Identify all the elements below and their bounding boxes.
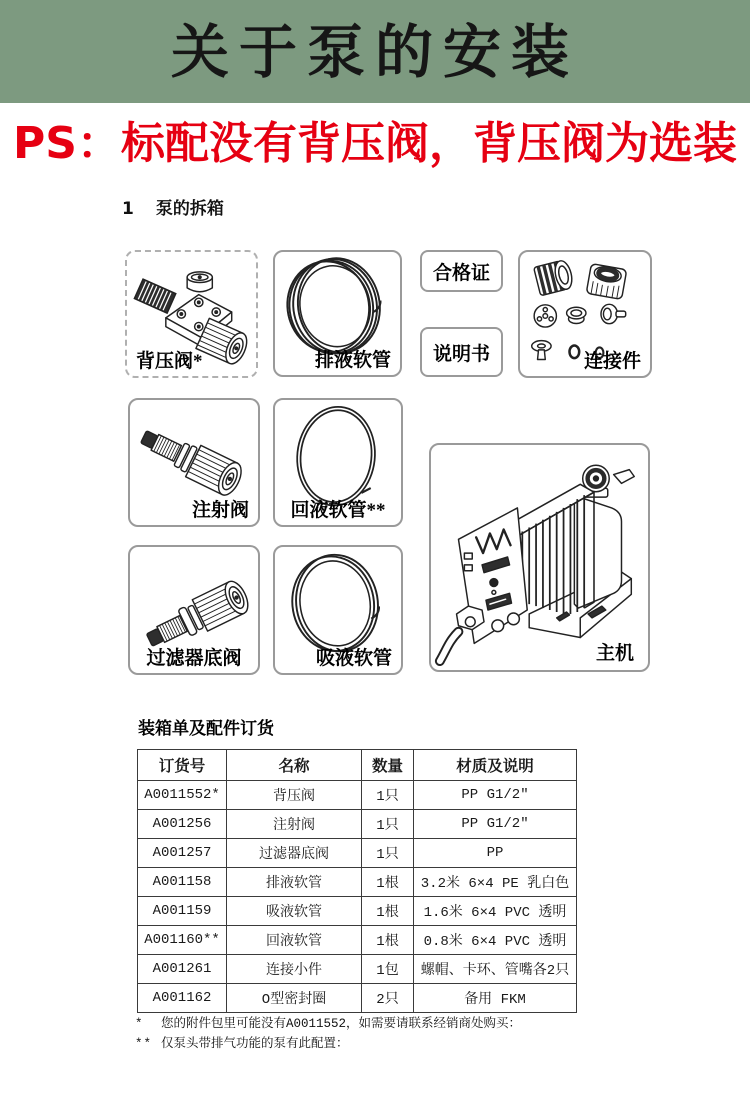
packing-list-table <box>137 749 577 1013</box>
manual-label: 说明书 <box>432 343 490 365</box>
part-label: 吸液软管 <box>315 648 392 670</box>
table-row <box>138 897 577 926</box>
notice-text: PS：标配没有背压阀，背压阀为选装 <box>13 118 737 169</box>
footnotes <box>135 1014 605 1054</box>
table-cell: PP G1/2″ <box>414 781 577 810</box>
page-title: 关于泵的安装 <box>170 17 579 86</box>
table-cell: A001256 <box>138 810 227 839</box>
footnote-2-marker: ** <box>135 1037 153 1051</box>
table-row <box>138 839 577 868</box>
manual-box <box>420 327 503 377</box>
table-row <box>138 810 577 839</box>
table-cell: PP G1/2″ <box>414 810 577 839</box>
part-box-drain-hose <box>273 250 402 377</box>
table-cell: 连接小件 <box>227 955 362 984</box>
packing-list-title: 装箱单及配件订货 <box>138 719 274 738</box>
table-cell: 0.8米 6×4 PVC 透明 <box>414 926 577 955</box>
col-header-order-no: 订货号 <box>138 750 227 781</box>
table-row <box>138 926 577 955</box>
table-cell: 1包 <box>362 955 414 984</box>
table-cell: A0011552* <box>138 781 227 810</box>
table-cell: A001159 <box>138 897 227 926</box>
table-cell: 回液软管 <box>227 926 362 955</box>
table-cell: A001162 <box>138 984 227 1013</box>
part-label: 背压阀* <box>136 351 203 373</box>
table-cell: A001257 <box>138 839 227 868</box>
col-header-qty: 数量 <box>362 750 414 781</box>
table-cell: O型密封圈 <box>227 984 362 1013</box>
table-cell: A001158 <box>138 868 227 897</box>
footnote-1 <box>135 1014 605 1034</box>
table-cell: A001160** <box>138 926 227 955</box>
table-cell: 排液软管 <box>227 868 362 897</box>
table-row <box>138 868 577 897</box>
part-label: 过滤器底阀 <box>146 648 242 670</box>
main-unit-illustration <box>431 445 648 670</box>
part-label: 回液软管** <box>290 500 386 522</box>
certificate-label: 合格证 <box>432 262 490 284</box>
part-box-return-hose <box>273 398 403 527</box>
part-box-back-pressure-valve <box>125 250 258 378</box>
footnote-1-text: 您的附件包里可能没有A0011552，如需要请联系经销商处购买： <box>161 1017 522 1031</box>
part-label: 连接件 <box>583 351 641 373</box>
table-cell: 背压阀 <box>227 781 362 810</box>
table-cell: 3.2米 6×4 PE 乳白色 <box>414 868 577 897</box>
part-box-suction-hose <box>273 545 403 675</box>
table-cell: 1根 <box>362 897 414 926</box>
table-cell: 螺帽、卡环、管嘴各2只 <box>414 955 577 984</box>
table-cell: 吸液软管 <box>227 897 362 926</box>
table-header-row <box>138 750 577 781</box>
footnote-1-marker: * <box>135 1017 144 1031</box>
section-title: 泵的拆箱 <box>155 199 224 219</box>
part-box-filter-foot-valve <box>128 545 260 675</box>
table-cell: 1根 <box>362 926 414 955</box>
certificate-box <box>420 250 503 292</box>
part-box-injection-valve <box>128 398 260 527</box>
table-cell: 注射阀 <box>227 810 362 839</box>
footnote-2 <box>135 1034 605 1054</box>
table-cell: 1只 <box>362 839 414 868</box>
table-cell: 1只 <box>362 781 414 810</box>
part-label: 主机 <box>595 643 634 665</box>
table-cell: 1.6米 6×4 PVC 透明 <box>414 897 577 926</box>
table-cell: 1只 <box>362 810 414 839</box>
col-header-name: 名称 <box>227 750 362 781</box>
table-cell: 过滤器底阀 <box>227 839 362 868</box>
table-cell: 备用 FKM <box>414 984 577 1013</box>
table-cell: 2只 <box>362 984 414 1013</box>
section-number: 1 <box>122 199 134 219</box>
section-heading <box>122 194 224 219</box>
table-row <box>138 955 577 984</box>
title-banner <box>0 0 750 103</box>
table-cell: PP <box>414 839 577 868</box>
part-box-main-unit <box>429 443 650 672</box>
footnote-2-text: 仅泵头带排气功能的泵有此配置： <box>161 1037 349 1051</box>
part-label: 排液软管 <box>314 350 391 372</box>
part-box-connectors <box>518 250 652 378</box>
part-label: 注射阀 <box>191 500 249 522</box>
table-row <box>138 781 577 810</box>
table-row <box>138 984 577 1013</box>
col-header-material: 材质及说明 <box>414 750 577 781</box>
table-cell: 1根 <box>362 868 414 897</box>
table-cell: A001261 <box>138 955 227 984</box>
